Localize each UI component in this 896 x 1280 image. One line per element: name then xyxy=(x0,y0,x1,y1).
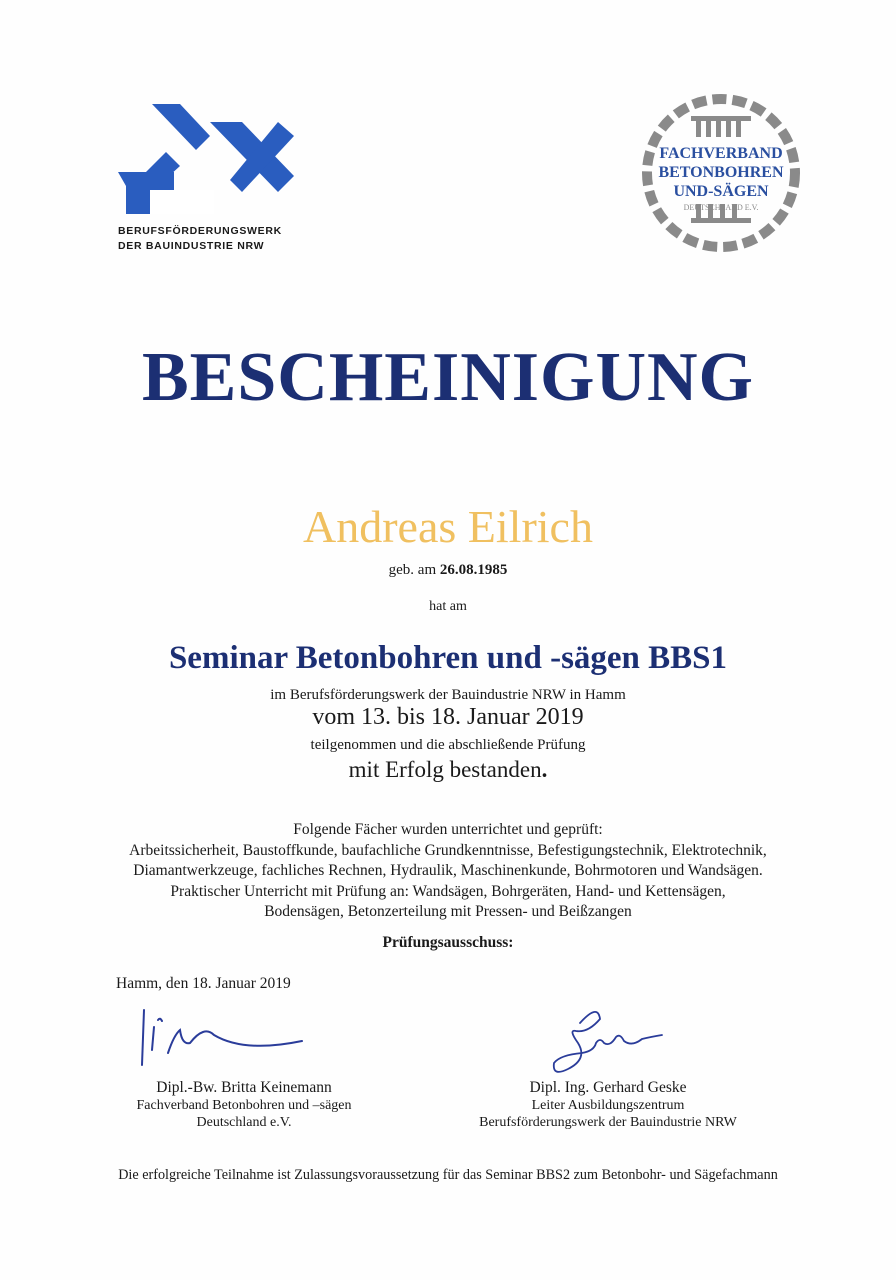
signer-role: Deutschland e.V. xyxy=(196,1115,292,1130)
seal-line4: DEUTSCHLAND E.V. xyxy=(683,203,759,212)
result-text xyxy=(0,757,896,783)
footer-note: Die erfolgreiche Teilnahme ist Zulassungsvoraussetzung für das Seminar BBS2 zum Betonbohr- und Sägefachmann xyxy=(118,1167,778,1183)
signer-geske xyxy=(458,1078,758,1131)
signer-keinemann xyxy=(104,1078,384,1131)
signature-geske-icon xyxy=(538,1003,678,1083)
seal-line3: UND-SÄGEN xyxy=(673,183,769,200)
place-date: Hamm, den 18. Januar 2019 xyxy=(116,975,291,992)
seal-line1: FACHVERBAND xyxy=(659,145,783,162)
signer-role: Leiter Ausbildungszentrum xyxy=(531,1098,685,1113)
result-period: . xyxy=(541,757,548,782)
subjects-line: Bodensägen, Betonzerteilung mit Pressen- und Beißzangen xyxy=(264,903,632,920)
signer-role: Berufsförderungswerk der Bauindustrie NRW xyxy=(479,1115,737,1130)
house-logo-icon xyxy=(118,102,298,222)
committee-heading: Prüfungsausschuss: xyxy=(382,934,514,951)
birth-date-line xyxy=(0,562,896,579)
subjects-line: Diamantwerkzeuge, fachliches Rechnen, Hydraulik, Maschinenkunde, Bohrmotoren und Wandsägen. xyxy=(133,862,763,879)
participation-text: teilgenommen und die abschließende Prüfung xyxy=(310,737,586,753)
document-title: BESCHEINIGUNG xyxy=(141,339,755,416)
bfw-logo-line2: DER BAUINDUSTRIE NRW xyxy=(118,240,265,252)
seminar-title: Seminar Betonbohren und -sägen BBS1 xyxy=(168,640,728,676)
seminar-location: im Berufsförderungswerk der Bauindustrie NRW in Hamm xyxy=(270,687,626,703)
signature-keinemann-icon xyxy=(134,1005,324,1075)
hat-am-text: hat am xyxy=(429,599,467,614)
bfw-logo-line1: BERUFSFÖRDERUNGSWERK xyxy=(118,225,282,237)
subjects-line: Arbeitssicherheit, Baustoffkunde, baufachliche Grundkenntnisse, Befestigungstechnik, Elektrotechnik, xyxy=(129,841,767,859)
fachverband-seal xyxy=(636,88,806,258)
signer-name: Dipl.-Bw. Britta Keinemann xyxy=(156,1079,332,1096)
subjects-intro: Folgende Fächer wurden unterrichtet und geprüft: xyxy=(293,821,603,838)
birth-date: 26.08.1985 xyxy=(439,562,508,578)
result-label: mit Erfolg bestanden xyxy=(348,757,542,782)
bfw-logo xyxy=(118,102,318,252)
seal-line2: BETONBOHREN xyxy=(658,164,784,181)
subjects-block xyxy=(0,820,896,923)
signer-name: Dipl. Ing. Gerhard Geske xyxy=(529,1079,687,1096)
born-prefix: geb. am xyxy=(388,562,437,578)
seminar-dates: vom 13. bis 18. Januar 2019 xyxy=(312,704,584,730)
subjects-line: Praktischer Unterricht mit Prüfung an: Wandsägen, Bohrgeräten, Hand- und Kettensägen, xyxy=(170,882,726,900)
recipient-name: Andreas Eilrich xyxy=(303,501,593,552)
signer-role: Fachverband Betonbohren und –sägen xyxy=(136,1098,352,1113)
